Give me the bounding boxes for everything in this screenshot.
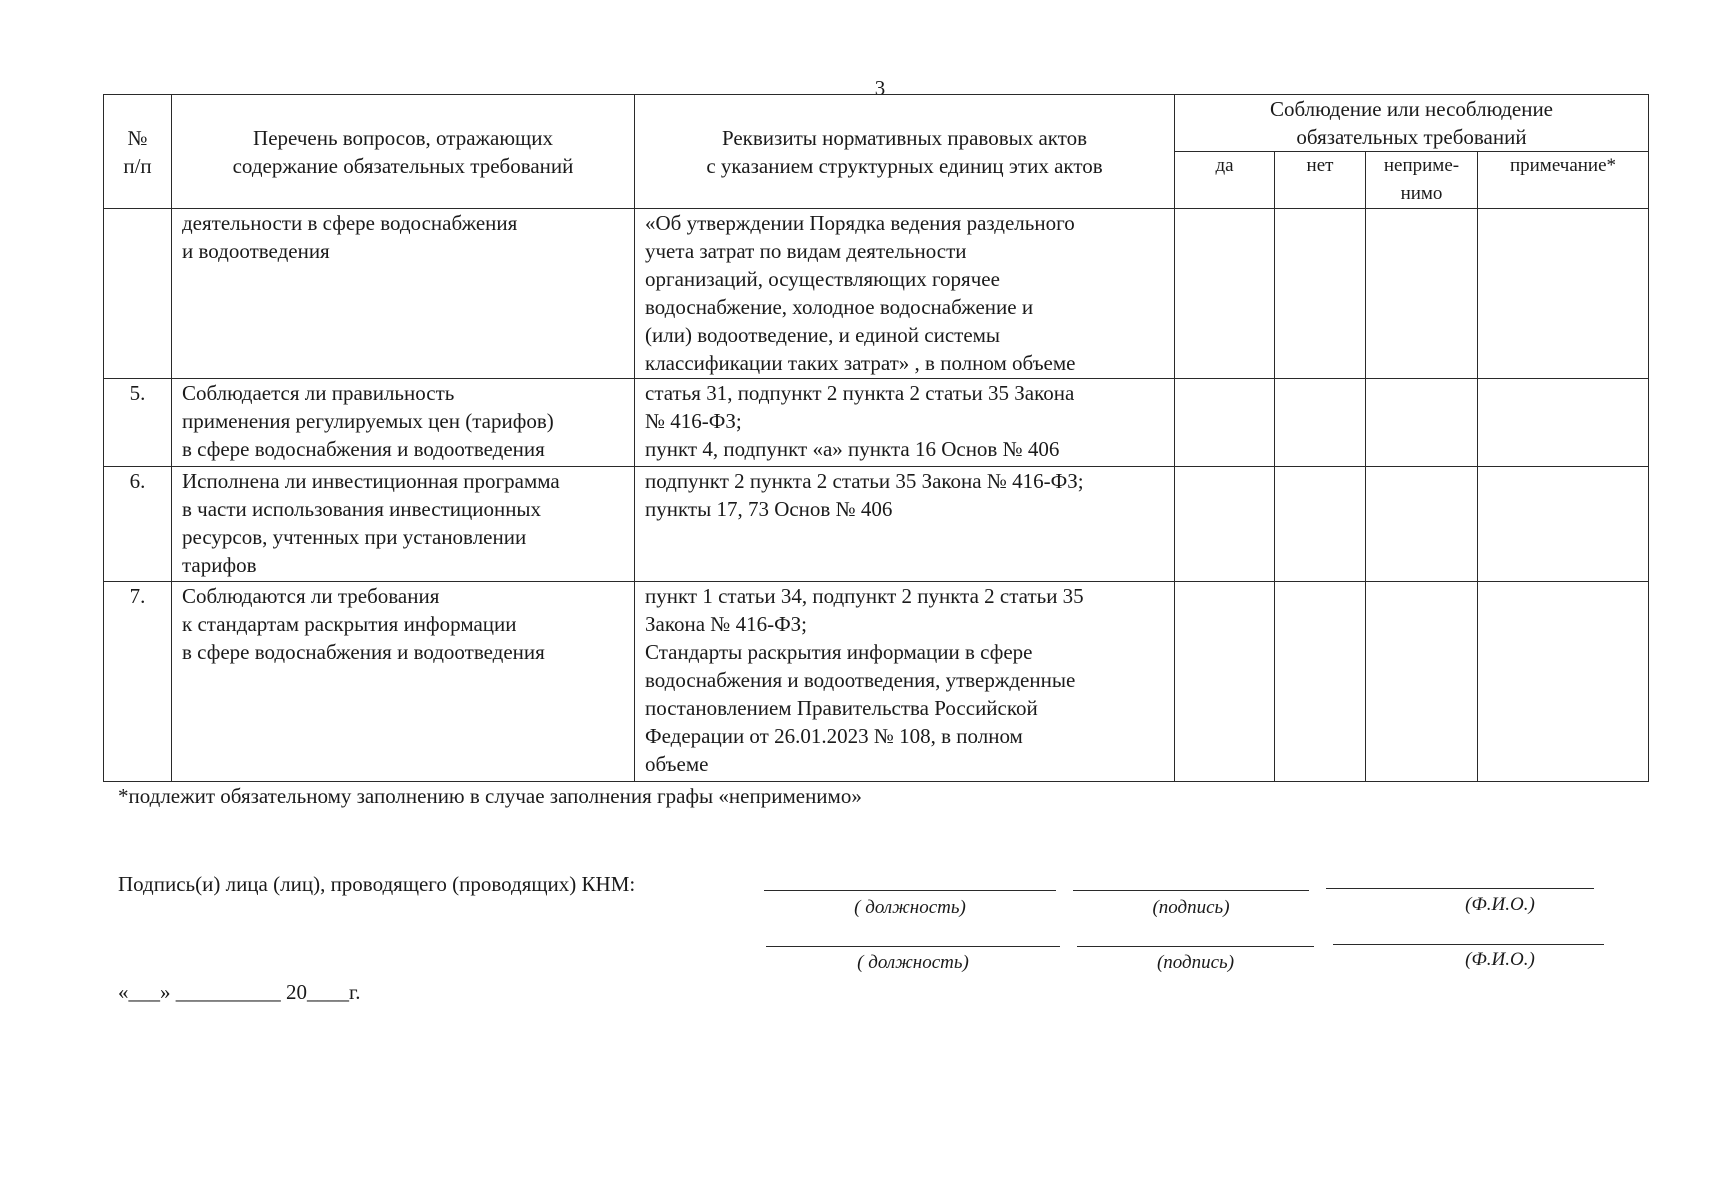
cell-note[interactable] bbox=[1478, 582, 1649, 782]
header-acts: Реквизиты нормативных правовых актов с указанием структурных единиц этих актов bbox=[635, 95, 1175, 209]
requirements-table bbox=[103, 94, 1649, 782]
row-number: 5. bbox=[104, 379, 172, 467]
cell-not-applicable[interactable] bbox=[1366, 582, 1478, 782]
header-compliance: Соблюдение или несоблюдение обязательных требований bbox=[1175, 95, 1649, 152]
header-no: нет bbox=[1275, 152, 1366, 209]
position-caption: ( должность) bbox=[854, 897, 966, 918]
signature-label: Подпись(и) лица (лиц), проводящего (проводящих) КНМ: bbox=[118, 872, 636, 896]
cell-no[interactable] bbox=[1275, 582, 1366, 782]
row-acts: пункт 1 статьи 34, подпункт 2 пункта 2 статьи 35 Закона № 416-ФЗ; Стандарты раскрытия информации в сфере водоснабжения и водоотведения, утвержденные постановлением Правительства Российской Федерации от 26.01.2023 № 108, в полном объеме bbox=[635, 582, 1175, 782]
row-acts: «Об утверждении Порядка ведения раздельного учета затрат по видам деятельности организаций, осуществляющих горячее водоснабжение, холодное водоснабжение и (или) водоотведение, и единой системы классификации таких затрат» , в полном объеме bbox=[635, 209, 1175, 379]
header-note: примечание* bbox=[1478, 152, 1649, 209]
row-question: Соблюдаются ли требования к стандартам раскрытия информации в сфере водоснабжения и водоотведения bbox=[172, 582, 635, 782]
cell-not-applicable[interactable] bbox=[1366, 209, 1478, 379]
row-question: Исполнена ли инвестиционная программа в части использования инвестиционных ресурсов, учтенных при установлении тарифов bbox=[172, 467, 635, 582]
table-row bbox=[104, 467, 1649, 582]
cell-no[interactable] bbox=[1275, 209, 1366, 379]
signature-line-2[interactable] bbox=[1077, 946, 1314, 947]
cell-yes[interactable] bbox=[1175, 209, 1275, 379]
table-row bbox=[104, 209, 1649, 379]
name-line-2[interactable] bbox=[1333, 944, 1604, 945]
position-caption: ( должность) bbox=[857, 952, 969, 973]
row-number bbox=[104, 209, 172, 379]
row-question: деятельности в сфере водоснабжения и водоотведения bbox=[172, 209, 635, 379]
cell-yes[interactable] bbox=[1175, 379, 1275, 467]
name-caption: (Ф.И.О.) bbox=[1465, 949, 1535, 970]
row-acts: статья 31, подпункт 2 пункта 2 статьи 35 Закона № 416-ФЗ; пункт 4, подпункт «а» пункта 16 Основ № 406 bbox=[635, 379, 1175, 467]
cell-note[interactable] bbox=[1478, 467, 1649, 582]
cell-no[interactable] bbox=[1275, 467, 1366, 582]
position-line-1[interactable] bbox=[764, 890, 1056, 891]
header-not-applicable: неприме- нимо bbox=[1366, 152, 1478, 209]
header-num: № п/п bbox=[104, 95, 172, 209]
cell-not-applicable[interactable] bbox=[1366, 379, 1478, 467]
cell-yes[interactable] bbox=[1175, 467, 1275, 582]
date-line[interactable]: «___» __________ 20____г. bbox=[118, 980, 361, 1004]
table-row bbox=[104, 379, 1649, 467]
cell-not-applicable[interactable] bbox=[1366, 467, 1478, 582]
name-caption: (Ф.И.О.) bbox=[1465, 894, 1535, 915]
cell-note[interactable] bbox=[1478, 209, 1649, 379]
row-number: 7. bbox=[104, 582, 172, 782]
row-number: 6. bbox=[104, 467, 172, 582]
cell-no[interactable] bbox=[1275, 379, 1366, 467]
signature-caption: (подпись) bbox=[1156, 952, 1235, 973]
page-number: 3 bbox=[874, 76, 886, 100]
signature-caption: (подпись) bbox=[1152, 897, 1230, 918]
signature-line-1[interactable] bbox=[1073, 890, 1309, 891]
footnote: *подлежит обязательному заполнению в случае заполнения графы «неприменимо» bbox=[118, 784, 862, 808]
cell-yes[interactable] bbox=[1175, 582, 1275, 782]
row-acts: подпункт 2 пункта 2 статьи 35 Закона № 416-ФЗ; пункты 17, 73 Основ № 406 bbox=[635, 467, 1175, 582]
position-line-2[interactable] bbox=[766, 946, 1060, 947]
header-questions: Перечень вопросов, отражающих содержание обязательных требований bbox=[172, 95, 635, 209]
table-row bbox=[104, 582, 1649, 782]
row-question: Соблюдается ли правильность применения регулируемых цен (тарифов) в сфере водоснабжения и водоотведения bbox=[172, 379, 635, 467]
cell-note[interactable] bbox=[1478, 379, 1649, 467]
name-line-1[interactable] bbox=[1326, 888, 1594, 889]
header-yes: да bbox=[1175, 152, 1275, 209]
